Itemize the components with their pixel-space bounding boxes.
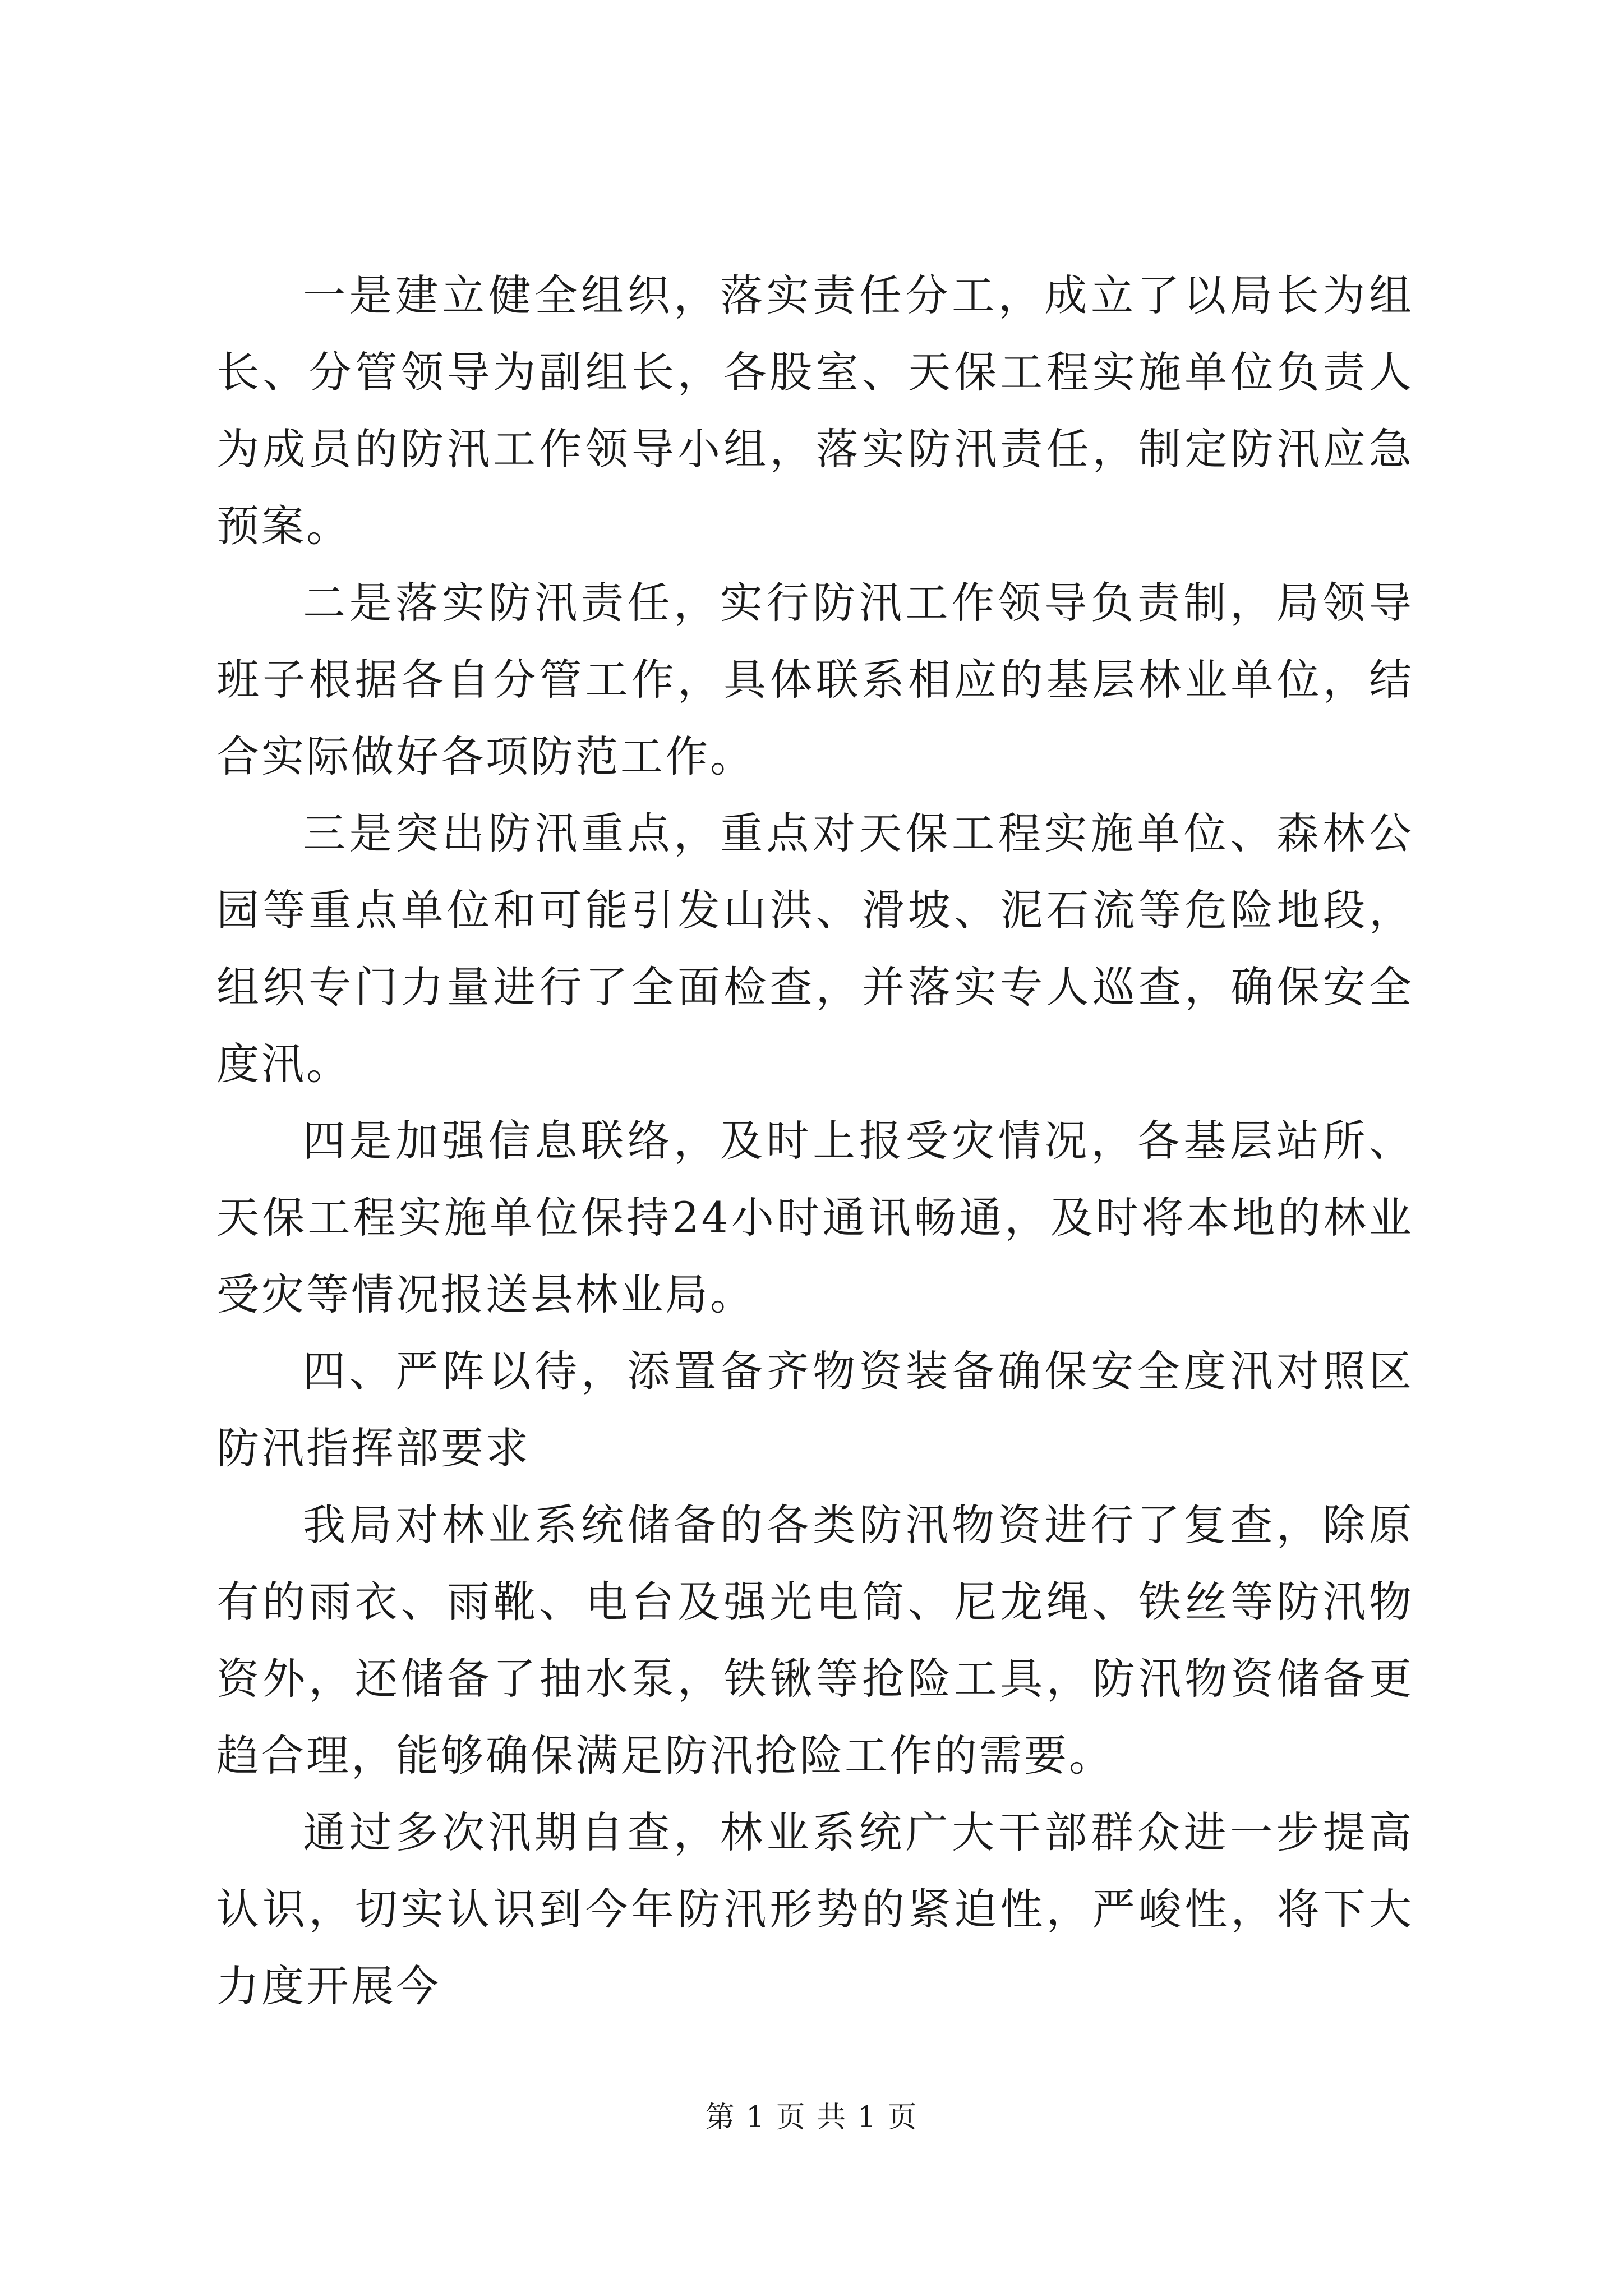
- paragraph-1: 一是建立健全组织，落实责任分工，成立了以局长为组长、分管领导为副组长，各股室、天保工程实施单位负责人为成员的防汛工作领导小组，落实防汛责任，制定防汛应急预案。: [216, 270, 1414, 551]
- paragraph-3: 三是突出防汛重点，重点对天保工程实施单位、森林公园等重点单位和可能引发山洪、滑坡、泥石流等危险地段，组织专门力量进行了全面检查，并落实专人巡查，确保安全度汛。: [216, 808, 1414, 1089]
- paragraph-4: 四是加强信息联络，及时上报受灾情况，各基层站所、天保工程实施单位保持24小时通讯畅通，及时将本地的林业受灾等情况报送县林业局。: [216, 1116, 1414, 1319]
- paragraph-2: 二是落实防汛责任，实行防汛工作领导负责制，局领导班子根据各自分管工作，具体联系相应的基层林业单位，结合实际做好各项防范工作。: [216, 578, 1414, 781]
- paragraph-6: 通过多次汛期自查，林业系统广大干部群众进一步提高认识，切实认识到今年防汛形势的紧迫性，严峻性，将下大力度开展今: [216, 1807, 1414, 2011]
- document-body: [216, 257, 1414, 2024]
- paragraph-5: 我局对林业系统储备的各类防汛物资进行了复查，除原有的雨衣、雨靴、电台及强光电筒、尼龙绳、铁丝等防汛物资外，还储备了抽水泵，铁锹等抢险工具，防汛物资储备更趋合理，能够确保满足防汛抢险工作的需要。: [216, 1500, 1414, 1780]
- page-number-footer: 第 1 页 共 1 页: [705, 2101, 918, 2134]
- section-heading: 四、严阵以待，添置备齐物资装备确保安全度汛对照区防汛指挥部要求: [216, 1346, 1414, 1473]
